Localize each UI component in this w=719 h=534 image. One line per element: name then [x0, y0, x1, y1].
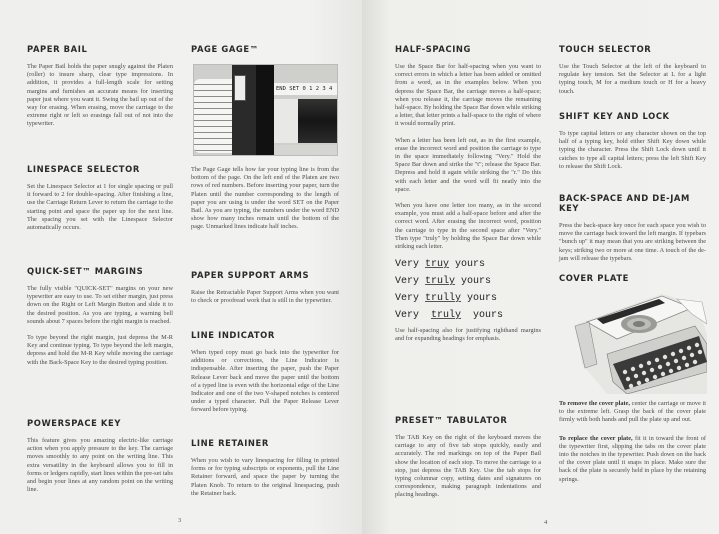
photo-highlight	[234, 75, 246, 101]
section-quick-set-margins	[27, 266, 173, 375]
example-word: truy	[425, 259, 450, 271]
page-number: 4	[544, 519, 548, 526]
page-number: 3	[178, 517, 182, 524]
example-word: trully	[425, 293, 462, 305]
paragraph: When typed copy must go back into the typewriter for additions or corrections, the Line Indicator is indispensable. After inserting the paper, push the Paper Release Lever back and move the paper until the bottom of a typed line is even with the horizontal edge of the Line Indicator and one of the two V-shaped notches is centered under a typed character. Pull the Paper Release Lever forward before typing.	[191, 349, 339, 414]
section-paper-bail	[27, 44, 173, 137]
heading-back-space-and-de-jam-key: BACK-SPACE AND DE-JAM KEY	[559, 193, 690, 213]
example-text: yours	[461, 293, 498, 305]
paragraph: To type capital letters or any character shown on the top half of a typing key, hold either Shift Key down while typing the character. Press the Shift Lock down until it catches to type all capital letters; press the left Shift Key to release the Shift Lock.	[559, 130, 706, 170]
heading-touch-selector: TOUCH SELECTOR	[559, 44, 652, 54]
paragraph: Use the Space Bar for half-spacing when you want to correct errors in which a letter has been added or omitted from a word, as in the examples below. When you depress the Space Bar, the carriage moves a half-space; when you release it, the carriage moves the remaining half-space. By holding the Space Bar down while striking a letter, that letter prints a half-space to the right of where it would normally print.	[395, 63, 541, 128]
example-text: yours	[455, 276, 492, 288]
heading-paper-bail: PAPER BAIL	[27, 44, 88, 54]
heading-shift-key-and-lock: SHIFT KEY AND LOCK	[559, 111, 670, 121]
typed-example	[395, 259, 541, 270]
section-half-spacing	[395, 44, 541, 352]
typewriter-cover-plate-photo	[567, 294, 707, 394]
example-text: yours	[449, 259, 486, 271]
section-preset-tabulator	[395, 415, 541, 508]
paragraph: When you wish to vary linespacing for filling in printed forms or for typing subscripts or exponents, pull the Line Retainer forward, and space the paper by turning the Platen Knob. To return to the original linespacing, push the Retainer back.	[191, 457, 339, 497]
paragraph: The TAB Key on the right of the keyboard moves the carriage to any of five tab stops quickly, easily and accurately. The red markings on top of the Paper Bail show the location of each stop. To move the carriage to a stop, just depress the TAB Key. Use the tab stops for typing columnar copy, setting dates and signatures on correspondence, making paragraph indentations and placing headings.	[395, 434, 541, 499]
paragraph: Press the back-space key once for each space you wish to move the carriage back toward the left margin. If typebars "bunch up" it may mean that you are striking between the keys; striking two or more at one time. A touch of the de-jam will release the typebars.	[559, 222, 706, 262]
section-powerspace-key	[27, 418, 173, 502]
paragraph: The fully visible "QUICK-SET" margins on your new typewriter are easy to use. To set either margin, just press down on the Right or Left Margin Button and slide it to the desired position. As you are typing, a warning bell sounds about 7 spaces before the right margin is reached.	[27, 285, 173, 325]
section-page-gage	[191, 44, 339, 63]
page-gage-photo	[193, 64, 338, 156]
typed-example	[395, 276, 541, 287]
heading-half-spacing: HALF-SPACING	[395, 44, 471, 54]
section-paper-support-arms	[191, 270, 339, 313]
section-line-retainer	[191, 438, 339, 506]
section-shift-key-and-lock	[559, 111, 706, 179]
platen-roller-image	[298, 99, 338, 143]
paragraph-replace	[559, 435, 706, 484]
paragraph: Set the Linespace Selector at 1 for single spacing or pull it forward to 2 for double-spacing. After finishing a line, use the Carriage Return Lever to return the carriage to the starting point and space the paper up for the next line. The spacing you set with the Linespace Selector automatically occurs.	[27, 183, 173, 232]
example-word: truly	[431, 310, 462, 322]
section-cover-plate-text	[559, 400, 706, 492]
paragraph: When you have one letter too many, as in the second example, you must add a half-space before and after the correct word. After erasing the incorrect word, position the carriage to type in the second space after "Very." Then type "truly" by holding the Space Bar down while striking each letter.	[395, 202, 541, 251]
paragraph-remove	[559, 400, 706, 425]
example-text: Very	[395, 259, 426, 271]
section-touch-selector	[559, 44, 706, 104]
paragraph: Use half-spacing also for justifying righthand margins and for expanding headings for emphasis.	[395, 327, 541, 343]
example-text: Very	[395, 276, 426, 288]
paragraph: When a letter has been left out, as in the first example, erase the incorrect word and position the carriage to type in the space immediately following "Very." Hold the Space Bar down and strike the "t"; release the Space Bar. Depress and hold it again while striking the "r." Do this with each letter and the word will fit neatly into the space.	[395, 136, 541, 193]
paragraph: Raise the Retractable Paper Support Arms when you want to check or proofread work that is still in the typewriter.	[191, 289, 339, 305]
photo-base	[274, 145, 338, 156]
page-gage-scale: END SET 0 1 2 3 4	[274, 83, 338, 95]
section-cover-plate	[559, 273, 706, 292]
platen-knob-image	[194, 79, 234, 153]
heading-quick-set-margins: QUICK-SET™ MARGINS	[27, 266, 144, 276]
heading-page-gage: PAGE GAGE™	[191, 44, 259, 54]
paragraph: To type beyond the right margin, just depress the M-R Key and continue typing. To type beyond the left margin, depress and hold the M-R Key while moving the carriage with the Back-Space Key to the desired typing position.	[27, 334, 173, 366]
heading-line-retainer: LINE RETAINER	[191, 438, 269, 448]
body-text: fit it in toward the front of the typewriter first, slipping the tabs on the cover plate into the notches in the typewriter. Push down on the back of the cover plate until it snaps in place. Make sure the back of the plate is securely held in place by the retaining springs.	[559, 434, 706, 483]
heading-cover-plate: COVER PLATE	[559, 273, 629, 283]
section-back-space-and-de-jam-key	[559, 193, 706, 271]
section-line-indicator	[191, 330, 339, 423]
body-text: center the carriage or move it to the extreme left. Grasp the back of the cover plate firmly with both hands and pull the plate up and out.	[559, 400, 706, 424]
heading-line-indicator: LINE INDICATOR	[191, 330, 275, 340]
paragraph: Use the Touch Selector at the left of the keyboard to regulate key tension. Set the Selector at L for a light typing touch, M for a medium touch or H for a heavy touch.	[559, 63, 706, 95]
heading-preset-tabulator: PRESET™ TABULATOR	[395, 415, 508, 425]
heading-paper-support-arms: PAPER SUPPORT ARMS	[191, 270, 310, 280]
lead-text: To replace the cover plate,	[559, 434, 633, 442]
typed-example	[395, 310, 541, 321]
lead-text: To remove the cover plate,	[559, 400, 631, 407]
heading-linespace-selector: LINESPACE SELECTOR	[27, 164, 140, 174]
typed-example	[395, 293, 541, 304]
paragraph: The Page Gage tells how far your typing line is from the bottom of the page. On the left end of the Platen are two rows of red numbers. Before inserting your paper, turn the Platen until the number corresponding to the length of paper you are using is under the word SET on the Paper Bail. As you are typing, the numbers under the word END show how many inches remain until the bottom of the page. Unmarked lines indicate half inches.	[191, 166, 339, 231]
heading-powerspace-key: POWERSPACE KEY	[27, 418, 122, 428]
page-4	[362, 0, 719, 534]
paragraph: The Paper Bail holds the paper snugly against the Platen (roller) to insure sharp, clear type impressions. In addition, it provides a full-length scale for setting margins and furnishes an accurate means for inserting paper just where you want it. Swing the bail up out of the way for erasing. When erasing, move the carriage to the extreme right or left so erasings fall out of not into the typewriter.	[27, 63, 173, 128]
example-text: Very	[395, 310, 432, 322]
example-text: yours	[461, 310, 504, 322]
example-word: truly	[425, 276, 456, 288]
photo-shadow	[256, 65, 274, 156]
paper-image	[274, 99, 298, 143]
paragraph: This feature gives you amazing electric-like carriage action when you apply pressure to the key. The carriage moves smoothly to any point on the writing line. This extra versatility in the keyboard allows you to fill in forms or ledgers rapidly, start lines within the pre-set tabs and begin your lines at any random point on the writing line.	[27, 437, 173, 494]
section-linespace-selector	[27, 164, 173, 240]
section-page-gage-text	[191, 166, 339, 240]
example-text: Very	[395, 293, 426, 305]
